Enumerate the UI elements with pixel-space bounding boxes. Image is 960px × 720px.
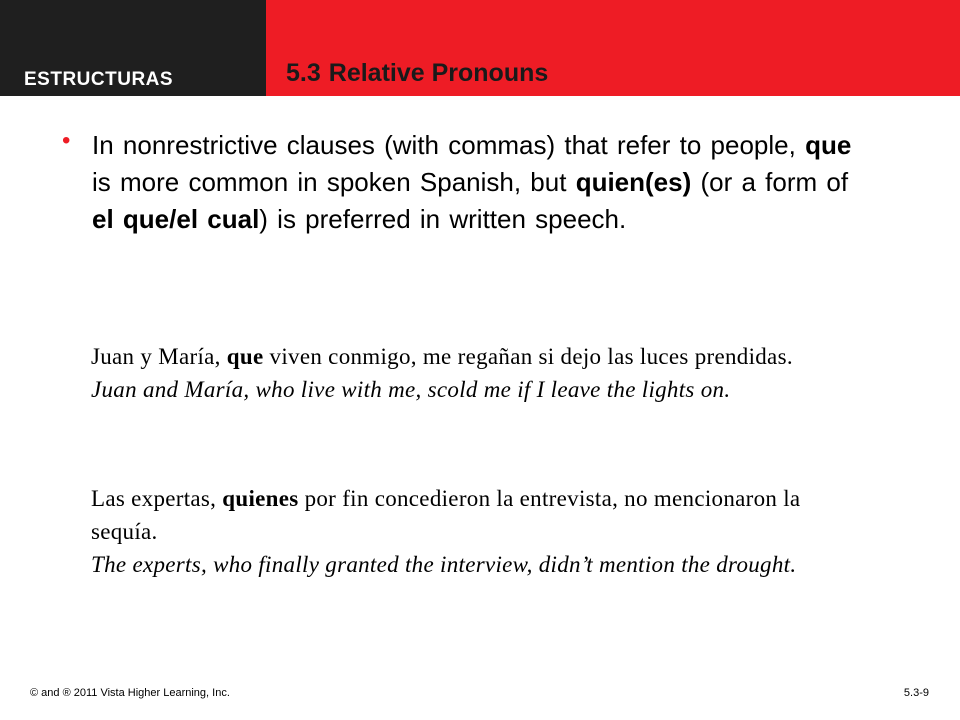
example-bold-pronoun: quienes	[222, 486, 299, 511]
bullet-bold-quienes: quien(es)	[575, 167, 692, 197]
example-spanish-part: Juan y María,	[91, 344, 227, 369]
footer-copyright: © and ® 2011 Vista Higher Learning, Inc.	[30, 687, 230, 699]
bullet-text-part: (or a form of	[691, 167, 849, 197]
bullet-text-part: ) is preferred in written speech.	[259, 204, 627, 234]
example-bold-pronoun: que	[226, 344, 264, 369]
bullet-text	[92, 127, 862, 238]
section-title-text: Relative Pronouns	[328, 59, 549, 87]
example-spanish-part: viven conmigo, me regañan si dejo las luces prendidas.	[263, 344, 793, 369]
footer-slide-number: 5.3-9	[903, 687, 929, 699]
bullet-text-part: is more common in spoken Spanish, but	[92, 167, 576, 197]
example-spanish-part: Las expertas,	[91, 486, 223, 511]
example-spanish	[91, 486, 800, 544]
section-number: 5.3	[286, 59, 321, 87]
example-english: Juan and María, who live with me, scold me if I leave the lights on.	[91, 377, 731, 402]
example-spanish	[91, 344, 793, 369]
slide-title	[286, 59, 548, 88]
bullet-text-part: In nonrestrictive clauses (with commas) that refer to people,	[92, 130, 806, 160]
example-2	[91, 482, 851, 581]
bullet-bold-que: que	[805, 130, 852, 160]
bullet-dot-icon: •	[62, 127, 71, 154]
section-name: ESTRUCTURAS	[24, 69, 174, 90]
example-english: The experts, who finally granted the interview, didn’t mention the drought.	[91, 552, 797, 577]
example-spanish-part: por fin concedieron la entrevista, no mencionaron la sequía.	[91, 486, 801, 544]
example-1	[91, 340, 871, 406]
bullet-bold-el-que-el-cual: el que/el cual	[92, 204, 260, 234]
